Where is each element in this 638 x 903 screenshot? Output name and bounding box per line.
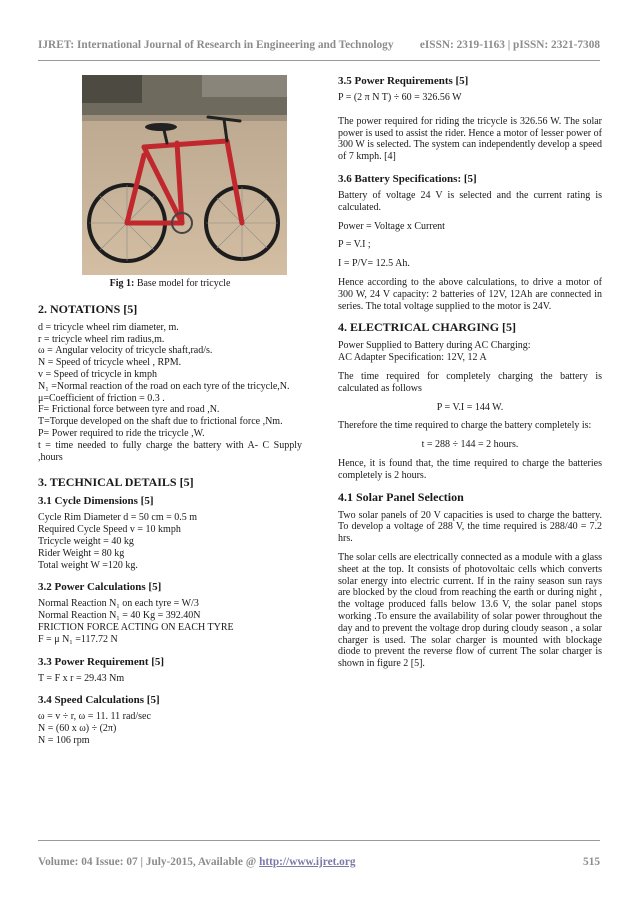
section-3-6-title: 3.6 Battery Specifications: [5] bbox=[338, 172, 477, 185]
omega-formula: ω = v ÷ r, ω = 11. 11 rad/sec bbox=[38, 711, 151, 723]
cycle-dimensions bbox=[38, 512, 302, 571]
charging-time-intro: Therefore the time required to charge the battery completely is: bbox=[338, 420, 592, 432]
solar-panels-paragraph: Two solar panels of 20 V capacities is used to charge the battery. To develop a voltage of 288 V, the time required is 288/40 = 7.2 hrs. bbox=[338, 509, 602, 545]
section-2-title: 2. NOTATIONS [5] bbox=[38, 301, 138, 316]
ac-charging bbox=[338, 340, 602, 364]
journal-title: IJRET: International Journal of Research in Engineering and Technology bbox=[38, 39, 394, 51]
section-4-title: 4. ELECTRICAL CHARGING [5] bbox=[338, 320, 517, 335]
notation-t-torque: T=Torque developed on the shaft due to frictional force ,Nm. bbox=[38, 416, 283, 428]
friction-force: F = μ N₁ =117.72 N bbox=[38, 633, 118, 645]
page-number: 515 bbox=[583, 856, 600, 868]
header-rule bbox=[38, 60, 600, 61]
rider-weight: Rider Weight = 80 kg bbox=[38, 547, 125, 559]
figure-caption-text: Base model for tricycle bbox=[134, 278, 231, 289]
battery-paragraph: Battery of voltage 24 V is selected and the current rating is calculated. bbox=[338, 189, 602, 213]
notation-mu: μ=Coefficient of friction = 0.3 . bbox=[38, 392, 165, 404]
normal-reaction-value: Normal Reaction N₁ = 40 Kg = 392.40N bbox=[38, 610, 201, 622]
section-3-4-title: 3.4 Speed Calculations [5] bbox=[38, 694, 160, 707]
charging-paragraph: The time required for completely charging the battery is calculated as follows bbox=[338, 370, 602, 394]
torque-formula: T = F x r = 29.43 Nm bbox=[38, 672, 125, 684]
running-header bbox=[38, 39, 600, 51]
rpm-value: N = 106 rpm bbox=[38, 734, 90, 746]
left-column bbox=[38, 75, 302, 747]
footer-rule bbox=[38, 840, 600, 841]
notation-n: N = Speed of tricycle wheel , RPM. bbox=[38, 357, 182, 369]
figure-bicycle-photo bbox=[82, 75, 287, 275]
tricycle-weight: Tricycle weight = 40 kg bbox=[38, 535, 134, 547]
battery-conclusion: Hence according to the above calculations, to drive a motor of 300 W, 24 V capacity: 2 batteries of 12V, 12Ah are connected in series. The total voltage supplied to the motor is 24V. bbox=[338, 276, 602, 312]
notation-p: P= Power required to ride the tricycle ,W. bbox=[38, 427, 205, 439]
power-formula: P = (2 π N T) ÷ 60 = 326.56 W bbox=[338, 92, 462, 103]
issn: eISSN: 2319-1163 | pISSN: 2321-7308 bbox=[419, 39, 600, 51]
notation-t-time: t = time needed to fully charge the battery with A- C Supply ,hours bbox=[38, 439, 302, 463]
charging-power-formula: P = V.I = 144 W. bbox=[436, 401, 504, 413]
notation-f: F= Frictional force between tyre and road ,N. bbox=[38, 404, 220, 416]
current-value: I = P/V= 12.5 Ah. bbox=[338, 258, 410, 270]
volume-info: Volume: 04 Issue: 07 | July-2015, Available @ bbox=[38, 856, 260, 868]
charging-conclusion: Hence, it is found that, the time required to charge the batteries completely is 2 hours. bbox=[338, 457, 602, 481]
notation-omega: ω = Angular velocity of tricycle shaft,rad/s. bbox=[38, 345, 213, 357]
notation-n1: N₁ =Normal reaction of the road on each tyre of the tricycle,N. bbox=[38, 380, 290, 392]
total-weight: Total weight W =120 kg. bbox=[38, 559, 138, 571]
power-paragraph: The power required for riding the tricycle is 326.56 W. The solar power is used to assist the rider. Hence a motor of lesser power of 300 W is selected. The system can independently develop a speed of 7 kmph. [4] bbox=[338, 115, 602, 163]
section-3-title: 3. TECHNICAL DETAILS [5] bbox=[38, 475, 194, 490]
friction-heading: FRICTION FORCE ACTING ON EACH TYRE bbox=[38, 621, 234, 633]
rpm-formula: N = (60 x ω) ÷ (2π) bbox=[38, 723, 117, 735]
ac-adapter-spec: AC Adapter Specification: 12V, 12 A bbox=[338, 352, 487, 364]
power-requirement bbox=[38, 673, 302, 685]
notation-r: r = tricycle wheel rim radius,m. bbox=[38, 333, 165, 345]
running-footer bbox=[38, 856, 600, 868]
charging-time-formula: t = 288 ÷ 144 = 2 hours. bbox=[421, 439, 519, 451]
section-3-3-title: 3.3 Power Requirement [5] bbox=[38, 655, 165, 668]
normal-reaction-formula: Normal Reaction N₁ on each tyre = W/3 bbox=[38, 598, 199, 610]
section-3-1-title: 3.1 Cycle Dimensions [5] bbox=[38, 495, 154, 508]
section-3-5-title: 3.5 Power Requirements [5] bbox=[338, 75, 469, 87]
power-voltage-current: Power = Voltage x Current bbox=[338, 220, 445, 232]
rim-diameter: Cycle Rim Diameter d = 50 cm = 0.5 m bbox=[38, 512, 198, 524]
power-calculations bbox=[38, 598, 302, 645]
journal-link[interactable]: http://www.ijret.org bbox=[259, 856, 356, 868]
notation-d: d = tricycle wheel rim diameter, m. bbox=[38, 321, 179, 333]
notation-v: v = Speed of tricycle in kmph bbox=[38, 368, 157, 380]
required-speed: Required Cycle Speed v = 10 kmph bbox=[38, 524, 181, 536]
speed-calculations bbox=[38, 711, 302, 746]
ac-power-supplied: Power Supplied to Battery during AC Charging: bbox=[338, 340, 531, 352]
bicycle-photo bbox=[82, 75, 287, 275]
figure-caption bbox=[38, 278, 302, 290]
section-3-2-title: 3.2 Power Calculations [5] bbox=[38, 581, 162, 594]
p-equals-vi: P = V.I ; bbox=[338, 239, 371, 251]
right-column bbox=[338, 75, 602, 677]
section-4-1-title: 4.1 Solar Panel Selection bbox=[338, 489, 464, 504]
solar-cells-paragraph: The solar cells are electrically connected as a module with a glass sheet at the top. It consists of photovoltaic cells which converts solar energy into electric current. If in the rainy season sun rays are blocked by the cloud from reaching the earth or during night , the voltage produced falls below 13.6 V, the solar panel stops working .To ensure the availability of solar power throughout the day and to prevent the voltage drop during cloudy season , a solar charger is used. The solar charger is mounted with blockage diode to prevent the reverse flow of current The solar charger is shown in figure 2 [5]. bbox=[338, 551, 602, 670]
figure-label: Fig 1: bbox=[109, 278, 135, 289]
